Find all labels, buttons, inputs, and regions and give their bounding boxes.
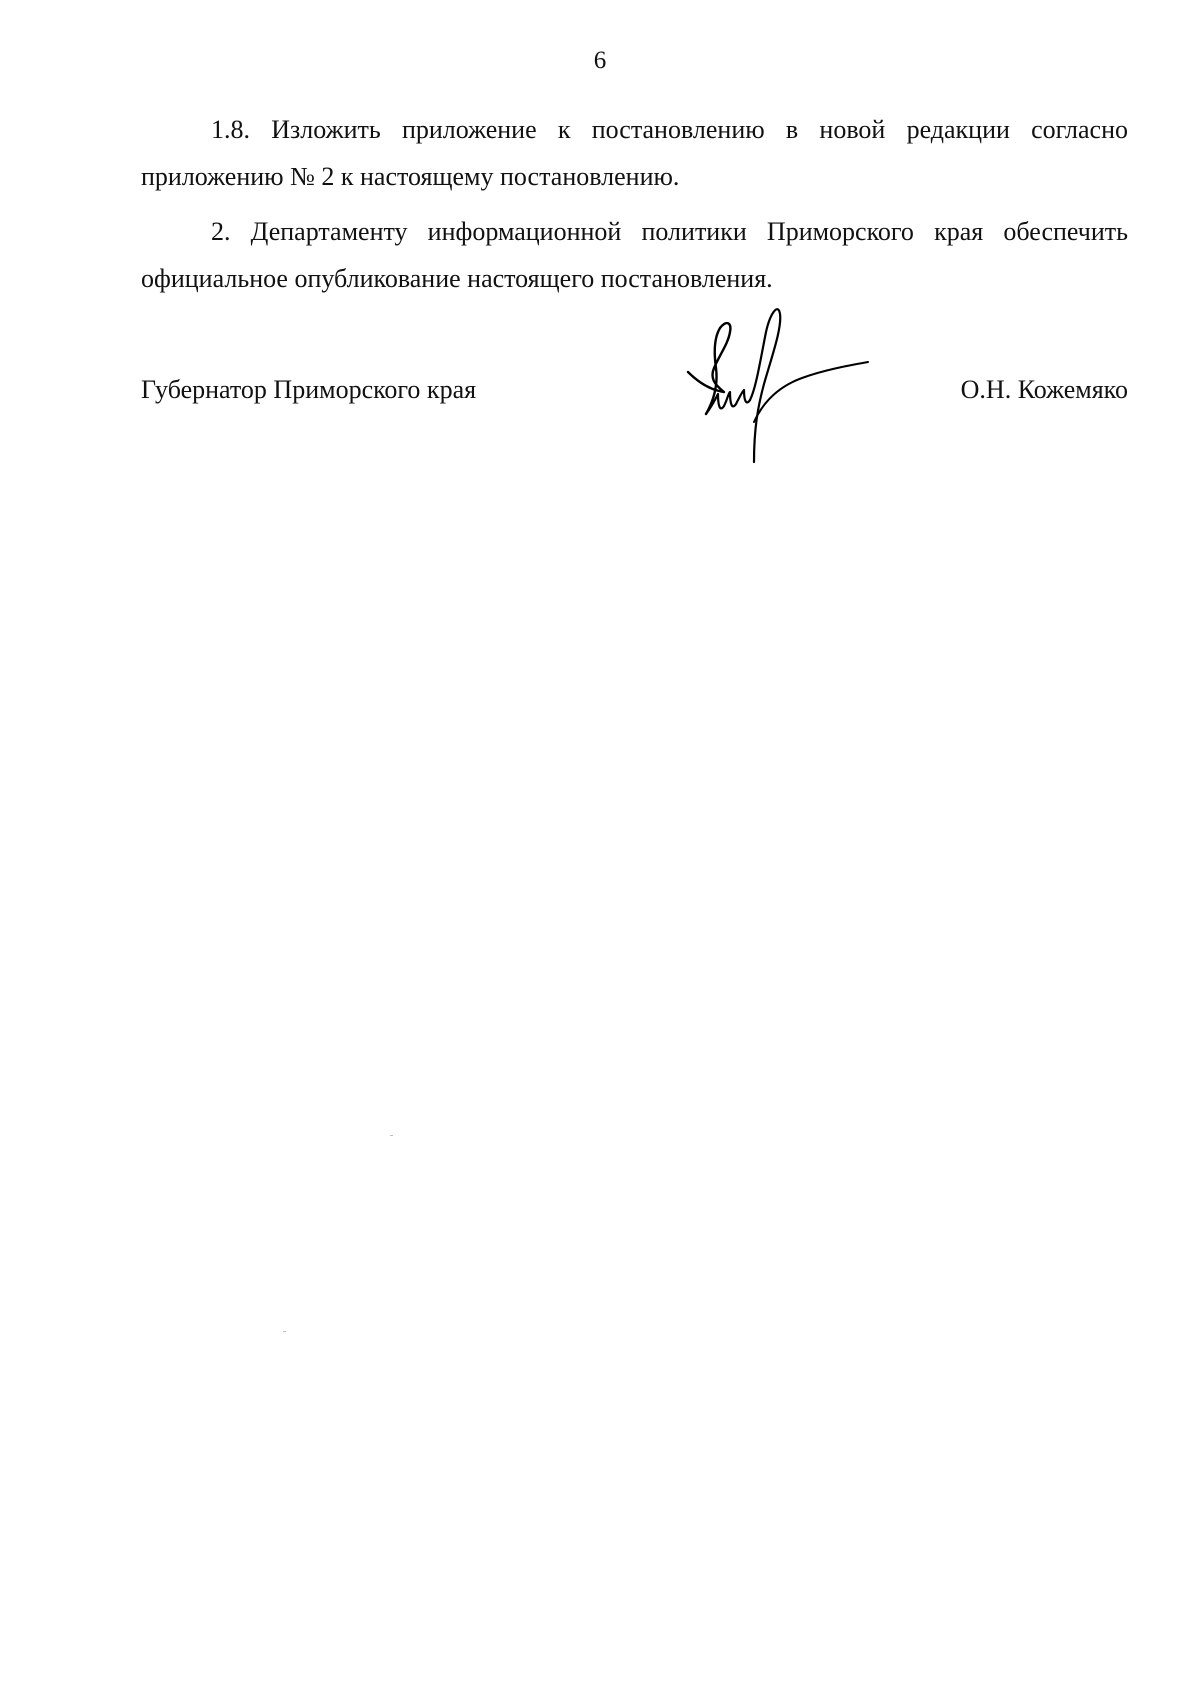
paragraph-2: 2. Департаменту информационной политики Приморского края обеспечить официальное опубликование настоящего постановления. [141, 217, 1128, 293]
scan-speck [283, 1331, 286, 1332]
document-body [141, 106, 1128, 302]
handwritten-signature-icon [684, 302, 874, 467]
signer-name: О.Н. Кожемяко [960, 375, 1128, 404]
page-number: 6 [593, 47, 607, 74]
paragraph-1-8: 1.8. Изложить приложение к постановлению в новой редакции согласно приложению № 2 к настоящему постановлению. [141, 115, 1128, 191]
signer-position: Губернатор Приморского края [141, 375, 477, 404]
scan-speck [390, 1135, 393, 1136]
signature-block [141, 372, 1128, 408]
